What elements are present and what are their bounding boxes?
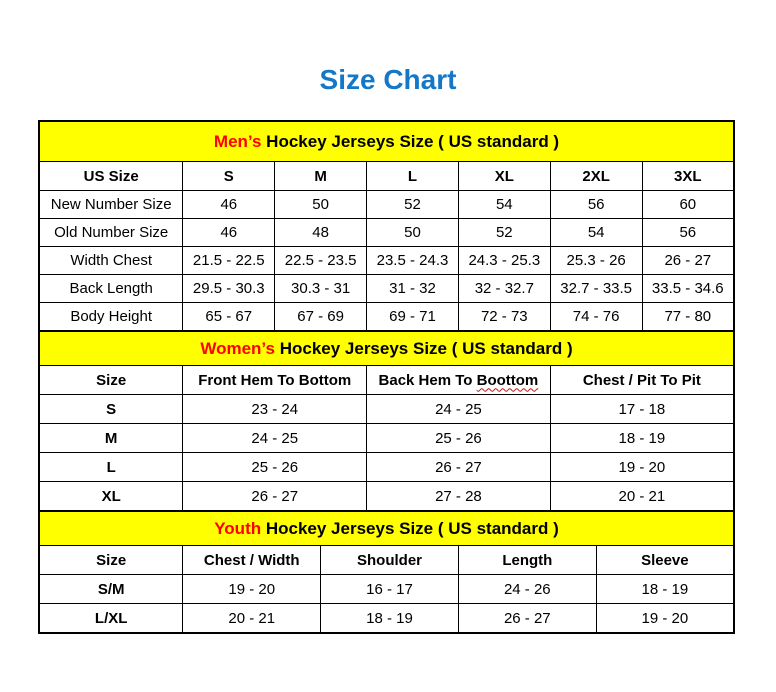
womens-table-row: [39, 395, 734, 424]
womens-cell-value: 20 - 21: [550, 482, 734, 512]
youth-cell-value: 18 - 19: [321, 604, 459, 634]
womens-cell-value: 24 - 25: [367, 395, 551, 424]
womens-cell-value: 25 - 26: [367, 424, 551, 453]
youth-row-label: S/M: [39, 575, 183, 604]
youth-column-header: Chest / Width: [183, 546, 321, 575]
mens-cell-value: 46: [183, 191, 275, 219]
mens-cell-value: 74 - 76: [550, 303, 642, 332]
womens-size-table: [38, 330, 735, 512]
womens-column-header: Size: [39, 366, 183, 395]
womens-column-header: Back Hem To Boottom: [367, 366, 551, 395]
mens-table-row: [39, 219, 734, 247]
womens-row-label: L: [39, 453, 183, 482]
womens-cell-value: 19 - 20: [550, 453, 734, 482]
mens-row-label: Back Length: [39, 275, 183, 303]
youth-section-heading: [39, 511, 734, 546]
youth-cell-value: 26 - 27: [458, 604, 596, 634]
mens-row-label: Width Chest: [39, 247, 183, 275]
womens-column-header: Chest / Pit To Pit: [550, 366, 734, 395]
mens-cell-value: 23.5 - 24.3: [367, 247, 459, 275]
womens-cell-value: 18 - 19: [550, 424, 734, 453]
mens-table-row: [39, 303, 734, 332]
youth-size-table: [38, 510, 735, 634]
mens-size-table: [38, 120, 735, 332]
mens-cell-value: 67 - 69: [275, 303, 367, 332]
mens-cell-value: 32 - 32.7: [458, 275, 550, 303]
youth-cell-value: 18 - 19: [596, 575, 734, 604]
mens-cell-value: 46: [183, 219, 275, 247]
womens-section-heading: [39, 331, 734, 366]
womens-cell-value: 26 - 27: [367, 453, 551, 482]
youth-cell-value: 20 - 21: [183, 604, 321, 634]
mens-cell-value: 26 - 27: [642, 247, 734, 275]
womens-cell-value: 24 - 25: [183, 424, 367, 453]
womens-row-label: M: [39, 424, 183, 453]
mens-cell-value: 50: [275, 191, 367, 219]
youth-cell-value: 16 - 17: [321, 575, 459, 604]
youth-heading-rest: Hockey Jerseys Size ( US standard ): [261, 518, 559, 538]
mens-column-header: S: [183, 162, 275, 191]
mens-cell-value: 54: [458, 191, 550, 219]
womens-cell-value: 26 - 27: [183, 482, 367, 512]
mens-column-header: 3XL: [642, 162, 734, 191]
mens-cell-value: 65 - 67: [183, 303, 275, 332]
mens-cell-value: 52: [458, 219, 550, 247]
womens-row-label: XL: [39, 482, 183, 512]
mens-cell-value: 54: [550, 219, 642, 247]
womens-row-label: S: [39, 395, 183, 424]
mens-column-header: L: [367, 162, 459, 191]
womens-cell-value: 17 - 18: [550, 395, 734, 424]
mens-cell-value: 29.5 - 30.3: [183, 275, 275, 303]
youth-column-header: Length: [458, 546, 596, 575]
mens-table-row: [39, 191, 734, 219]
size-chart-tables: [38, 120, 735, 634]
mens-cell-value: 30.3 - 31: [275, 275, 367, 303]
mens-section-heading: [39, 121, 734, 162]
youth-cell-value: 24 - 26: [458, 575, 596, 604]
womens-table-row: [39, 453, 734, 482]
mens-cell-value: 22.5 - 23.5: [275, 247, 367, 275]
mens-table-row: [39, 275, 734, 303]
youth-cell-value: 19 - 20: [183, 575, 321, 604]
womens-table-row: [39, 482, 734, 512]
mens-cell-value: 48: [275, 219, 367, 247]
mens-cell-value: 32.7 - 33.5: [550, 275, 642, 303]
mens-row-label: Old Number Size: [39, 219, 183, 247]
mens-column-header: 2XL: [550, 162, 642, 191]
mens-cell-value: 52: [367, 191, 459, 219]
mens-cell-value: 31 - 32: [367, 275, 459, 303]
mens-column-header: XL: [458, 162, 550, 191]
mens-heading-rest: Hockey Jerseys Size ( US standard ): [261, 131, 560, 151]
page-title: Size Chart: [319, 64, 457, 95]
youth-table-row: [39, 604, 734, 634]
youth-column-header: Size: [39, 546, 183, 575]
youth-table-row: [39, 575, 734, 604]
mens-cell-value: 56: [642, 219, 734, 247]
misspelled-word-squiggle: Boottom: [476, 371, 539, 389]
mens-row-label: New Number Size: [39, 191, 183, 219]
mens-cell-value: 72 - 73: [458, 303, 550, 332]
mens-cell-value: 56: [550, 191, 642, 219]
womens-heading-rest: Hockey Jerseys Size ( US standard ): [274, 338, 573, 358]
womens-heading-highlight: Women’s: [200, 338, 275, 358]
youth-column-header: Shoulder: [321, 546, 459, 575]
womens-cell-value: 27 - 28: [367, 482, 551, 512]
youth-cell-value: 19 - 20: [596, 604, 734, 634]
youth-column-header: Sleeve: [596, 546, 734, 575]
mens-cell-value: 24.3 - 25.3: [458, 247, 550, 275]
youth-heading-highlight: Youth: [214, 518, 262, 538]
womens-cell-value: 25 - 26: [183, 453, 367, 482]
womens-column-header: Front Hem To Bottom: [183, 366, 367, 395]
mens-column-header: US Size: [39, 162, 183, 191]
mens-cell-value: 33.5 - 34.6: [642, 275, 734, 303]
mens-column-header: M: [275, 162, 367, 191]
mens-table-row: [39, 247, 734, 275]
mens-cell-value: 60: [642, 191, 734, 219]
womens-cell-value: 23 - 24: [183, 395, 367, 424]
mens-cell-value: 69 - 71: [367, 303, 459, 332]
mens-cell-value: 77 - 80: [642, 303, 734, 332]
mens-cell-value: 25.3 - 26: [550, 247, 642, 275]
womens-table-row: [39, 424, 734, 453]
mens-cell-value: 50: [367, 219, 459, 247]
mens-cell-value: 21.5 - 22.5: [183, 247, 275, 275]
mens-row-label: Body Height: [39, 303, 183, 332]
mens-heading-highlight: Men’s: [213, 131, 262, 151]
youth-row-label: L/XL: [39, 604, 183, 634]
